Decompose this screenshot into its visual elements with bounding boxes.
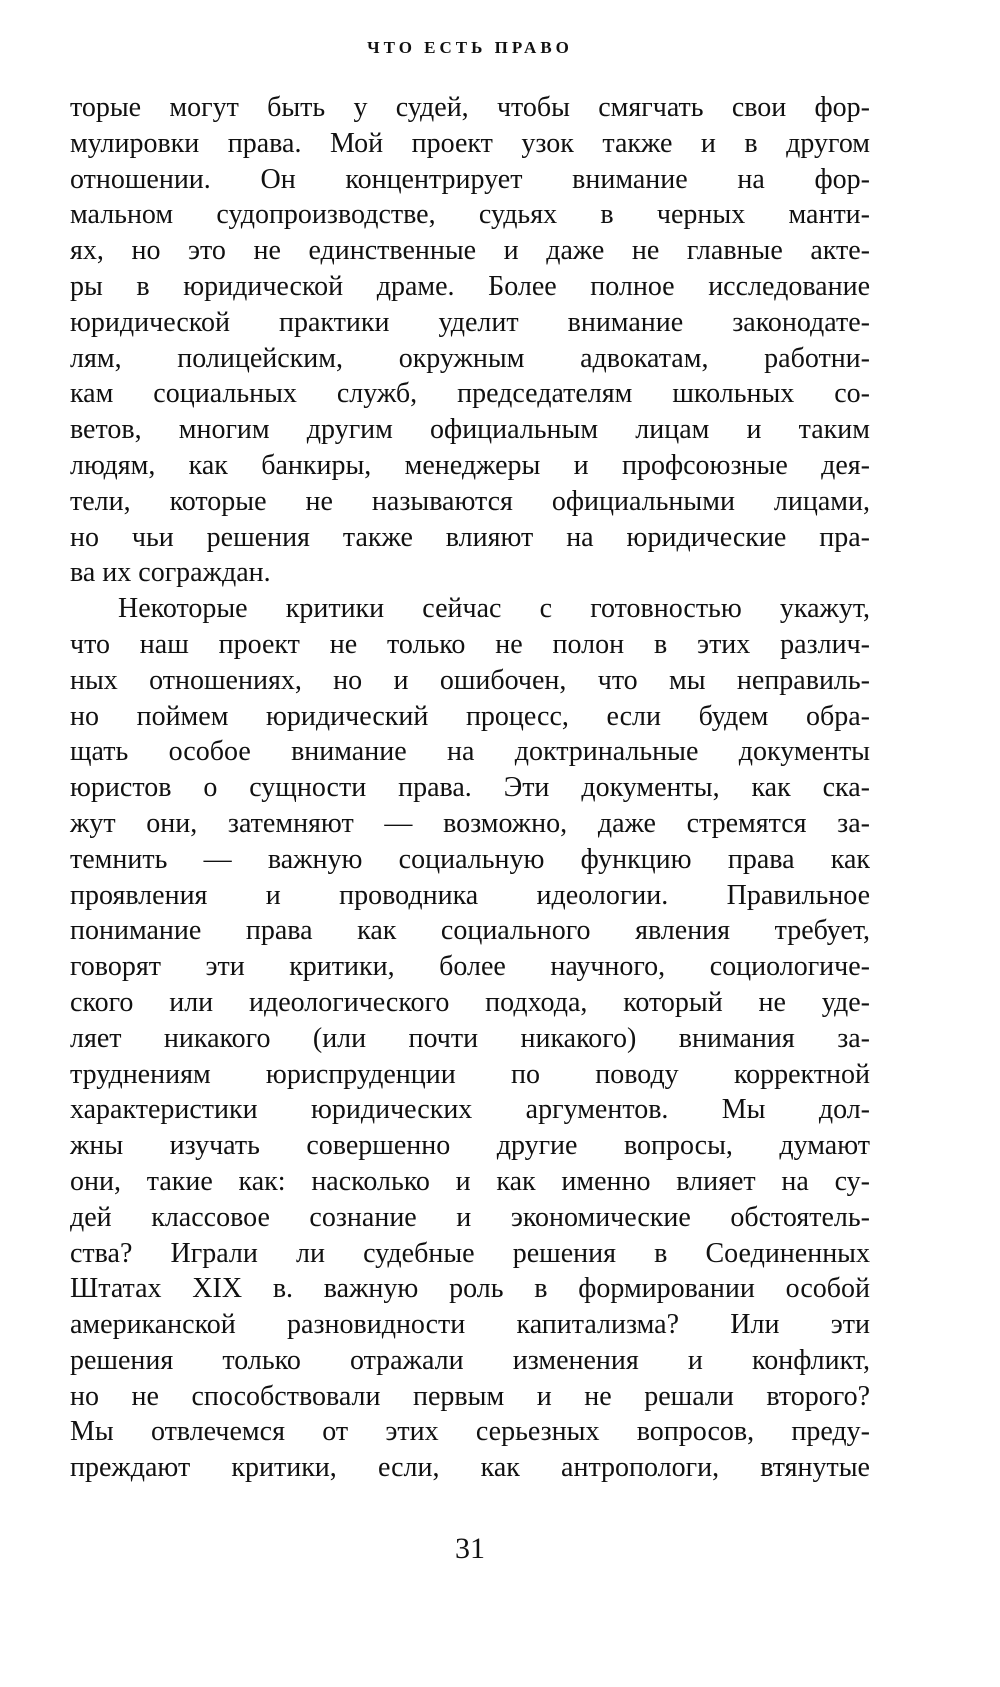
text-line: жут они, затемняют — возможно, даже стремятся за- bbox=[70, 807, 870, 839]
text-line: характеристики юридических аргументов. Мы дол- bbox=[70, 1094, 870, 1126]
text-line: мальном судопроизводстве, судьях в черных манти- bbox=[70, 199, 870, 231]
text-line: юридической практики уделит внимание законодате- bbox=[70, 306, 870, 338]
text-line: американской разновидности капитализма? Или эти bbox=[70, 1309, 870, 1341]
text-line: что наш проект не только не полон в этих различ- bbox=[70, 628, 870, 660]
text-line: понимание права как социального явления требует, bbox=[70, 915, 870, 947]
text-line: ях, но это не единственные и даже не главные акте- bbox=[70, 235, 870, 267]
text-line: но поймем юридический процесс, если будем обра- bbox=[70, 700, 870, 732]
text-line: дей классовое сознание и экономические обстоятель- bbox=[70, 1201, 870, 1233]
text-line: лям, полицейским, окружным адвокатам, работни- bbox=[70, 342, 870, 374]
text-line: Мы отвлечемся от этих серьезных вопросов, преду- bbox=[70, 1416, 870, 1448]
text-line: темнить — важную социальную функцию права как bbox=[70, 843, 870, 875]
text-line: но чьи решения также влияют на юридические пра- bbox=[70, 521, 870, 553]
text-line: тели, которые не называются официальными лицами, bbox=[70, 485, 870, 517]
body-text bbox=[70, 90, 870, 1486]
text-line: говорят эти критики, более научного, социологиче- bbox=[70, 951, 870, 983]
text-line: Штатах XIX в. важную роль в формировании особой bbox=[70, 1273, 870, 1305]
text-line: но не способствовали первым и не решали второго? bbox=[70, 1380, 870, 1412]
text-line: преждают критики, если, как антропологи, втянутые bbox=[70, 1452, 870, 1484]
text-line: людям, как банкиры, менеджеры и профсоюзные дея- bbox=[70, 449, 870, 481]
text-line: ляет никакого (или почти никакого) внимания за- bbox=[70, 1022, 870, 1054]
text-line: решения только отражали изменения и конфликт, bbox=[70, 1344, 870, 1376]
text-line: юристов о сущности права. Эти документы, как ска- bbox=[70, 772, 870, 804]
text-line: щать особое внимание на доктринальные документы bbox=[70, 736, 870, 768]
text-line: труднениям юриспруденции по поводу корректной bbox=[70, 1058, 870, 1090]
text-line: ных отношениях, но и ошибочен, что мы неправиль- bbox=[70, 664, 870, 696]
text-line: ского или идеологического подхода, который не уде- bbox=[70, 986, 870, 1018]
text-line: кам социальных служб, председателям школьных со- bbox=[70, 378, 870, 410]
text-line-paragraph-start: Некоторые критики сейчас с готовностью укажут, bbox=[118, 593, 870, 625]
page-number: 31 bbox=[455, 1532, 485, 1565]
text-line-paragraph-end: ва их сограждан. bbox=[70, 557, 271, 589]
text-line: они, такие как: насколько и как именно влияет на су- bbox=[70, 1165, 870, 1197]
text-line: жны изучать совершенно другие вопросы, думают bbox=[70, 1130, 870, 1162]
text-line: торые могут быть у судей, чтобы смягчать свои фор- bbox=[70, 92, 870, 123]
text-line: ветов, многим другим официальным лицам и таким bbox=[70, 414, 870, 446]
text-line: ства? Играли ли судебные решения в Соединенных bbox=[70, 1237, 870, 1269]
running-head: ЧТО ЕСТЬ ПРАВО bbox=[367, 38, 573, 57]
text-line: проявления и проводника идеологии. Правильное bbox=[70, 879, 870, 911]
text-line: мулировки права. Мой проект узок также и в другом bbox=[70, 127, 870, 159]
text-line: отношении. Он концентрирует внимание на фор- bbox=[70, 163, 870, 195]
text-line: ры в юридической драме. Более полное исследование bbox=[70, 270, 870, 302]
